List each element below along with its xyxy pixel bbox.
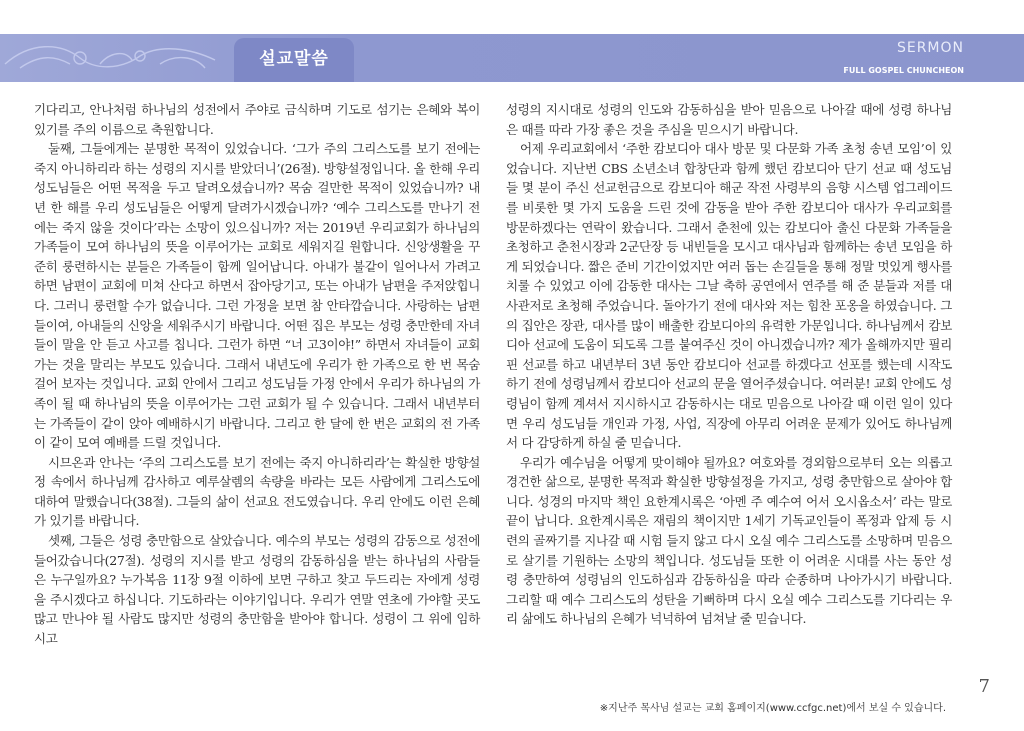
paragraph: 기다리고, 안나처럼 하나님의 성전에서 주야로 금식하며 기도로 섬기는 은혜와 복이 있기를 주의 이름으로 축원합니다.	[34, 102, 480, 137]
floral-ornament-icon	[0, 34, 240, 82]
paragraph: 시므온과 안나는 ‘주의 그리스도를 보기 전에는 죽지 아니하리라’는 확실한 방향설정 속에서 하나님께 감사하고 예루살렘의 속량을 바라는 모든 사람에게 그리스도에 대하여 말했습니다(38절). 그들의 삶이 선교요 전도였습니다. 우리 안에도 이런 은혜가 있기를 바랍니다.	[34, 454, 480, 529]
footer-note: ※지난주 목사님 설교는 교회 홈페이지(www.ccfgc.net)에서 보실 수 있습니다.	[599, 703, 946, 714]
right-column	[506, 100, 952, 629]
page-number: 7	[978, 676, 990, 697]
section-label: SERMON	[896, 40, 964, 56]
article-body	[28, 96, 996, 694]
paragraph: 셋째, 그들은 성령 충만함으로 살았습니다. 예수의 부모는 성령의 감동으로 성전에 들어갔습니다(27절). 성령의 지시를 받고 성령의 감동하심을 받는 하나님의 사람들은 누구일까요? 누가복음 11장 9절 이하에 보면 구하고 찾고 두드리는 자에게 성령을 주시겠다고 하십니다. 기도하라는 이야기입니다. 우리가 연말 연초에 가야할 곳도 많고 만나야 될 사람도 많지만 성령의 충만함을 받아야 합니다. 성령이 그 위에 임하시고	[34, 533, 480, 647]
paragraph: 어제 우리교회에서 ‘주한 캄보디아 대사 방문 및 다문화 가족 초청 송년 모임’이 있었습니다. 지난번 CBS 소년소녀 합창단과 함께 했던 캄보디아 단기 선교 때 성도님들 몇 분이 주신 선교헌금으로 캄보디아 해군 작전 사령부의 음향 시스템 업그레이드를 비롯한 몇 가지 도움을 드린 것에 감동을 받아 주한 캄보디아 대사가 우리교회를 방문하겠다는 연락이 왔습니다. 그래서 춘천에 있는 캄보디아 출신 다문화 가족들을 초청하고 춘천시장과 2군단장 등 내빈들을 모시고 대사님과 함께하는 송년 모임을 하게 되었습니다. 짧은 준비 기간이었지만 여러 돕는 손길들을 통해 정말 멋있게 행사를 치룰 수 있었고 이에 감동한 대사는 그날 축하 공연에서 연주를 해 준 분들과 저를 대사관저로 초청해 주었습니다. 돌아가기 전에 대사와 저는 힘찬 포옹을 하였습니다. 그의 집안은 장관, 대사를 많이 배출한 캄보디아의 유력한 가문입니다. 하나님께서 캄보디아 선교에 도움이 되도록 그를 붙여주신 것이 아니겠습니까? 제가 올해까지만 필리핀 선교를 하고 내년부터 3년 동안 캄보디아 선교를 하겠다고 선포를 했는데 시작도 하기 전에 성령님께서 캄보디아 선교의 문을 열어주셨습니다. 여러분! 교회 안에도 성령님이 함께 계셔서 지시하시고 감동하시는 대로 믿음으로 나아갈 때 이런 일이 있다면 우리 성도님들 개인과 가정, 사업, 직장에 아무리 어려운 문제가 있어도 하나님께서 다 감당하게 하실 줄 믿습니다.	[506, 141, 952, 451]
paragraph: 우리가 예수님을 어떻게 맞이해야 될까요? 여호와를 경외함으로부터 오는 의롭고 경건한 삶으로, 분명한 목적과 확실한 방향설정을 가지고, 성령 충만함으로 살아야 합니다. 성경의 마지막 책인 요한계시록은 ‘아멘 주 예수여 어서 오시옵소서’ 라는 말로 끝이 납니다. 요한계시록은 재림의 책이지만 1세기 기독교인들이 폭정과 압제 등 시련의 골짜기를 지나갈 때 시험 들지 않고 다시 오실 예수 그리스도를 소망하며 믿음으로 살기를 기원하는 소망의 책입니다. 성도님들 또한 이 어려운 시대를 사는 동안 성령 충만하여 성령님의 인도하심과 감동하심을 따라 순종하며 나아가시기 바랍니다. 그리할 때 예수 그리스도의 성탄을 기뻐하며 다시 오실 예수 그리스도를 기다리는 우리 삶에도 하나님의 은혜가 넉넉하여 넘쳐날 줄 믿습니다.	[506, 454, 952, 627]
page-title: 설교말씀	[259, 49, 329, 69]
paragraph: 성령의 지시대로 성령의 인도와 감동하심을 받아 믿음으로 나아갈 때에 성령 하나님은 때를 따라 가장 좋은 것을 주심을 믿으시기 바랍니다.	[506, 102, 952, 137]
paragraph: 둘째, 그들에게는 분명한 목적이 있었습니다. ‘그가 주의 그리스도를 보기 전에는 죽지 아니하리라 하는 성령의 지시를 받았더니’(26절). 방향설정입니다. 올 한해 우리 성도님들은 어떤 목적을 두고 달려오셨습니까? 목숨 걸만한 목적이 있었습니까? 내년 한 해를 우리 성도님들은 어떻게 달려가시겠습니까? ‘예수 그리스도를 만나기 전에는 죽지 않을 것이다’라는 소망이 있으십니까? 저는 2019년 우리교회가 하나님의 가족들이 모여 하나님의 뜻을 이루어가는 교회로 세워지길 원합니다. 신앙생활을 꾸준히 룽련하시는 분들은 가족들이 함께 일어납니다. 아내가 불같이 일어나서 가려고 하면 남편이 교회에 미쳐 산다고 하면서 잡아당기고, 또는 아내가 남편을 주저앉힙니다. 그러니 룽련할 수가 없습니다. 그런 가정을 보면 참 안타깝습니다. 사랑하는 남편들이여, 아내들의 신앙을 세워주시기 바랍니다. 어떤 집은 부모는 성령 충만한데 자녀들이 말을 안 듣고 사고를 칩니다. 그런가 하면 “너 고3이야!” 하면서 자녀들이 교회 가는 것을 말리는 부모도 있습니다. 그래서 내년도에 우리가 한 가족으로 한 번 목숨 걸어 보자는 것입니다. 교회 안에서 그리고 성도님들 가정 안에서 우리가 하나님의 가족이 될 때 하나님의 뜻을 이루어가는 그런 교회가 될 수 있습니다. 그래서 내년부터는 가족들이 같이 앉아 예배하시기 바랍니다. 그리고 한 달에 한 번은 교회의 전 가족이 같이 모여 예배를 드릴 것입니다.	[34, 141, 480, 451]
church-name: FULL GOSPEL CHUNCHEON	[843, 66, 964, 75]
left-column	[34, 100, 480, 649]
